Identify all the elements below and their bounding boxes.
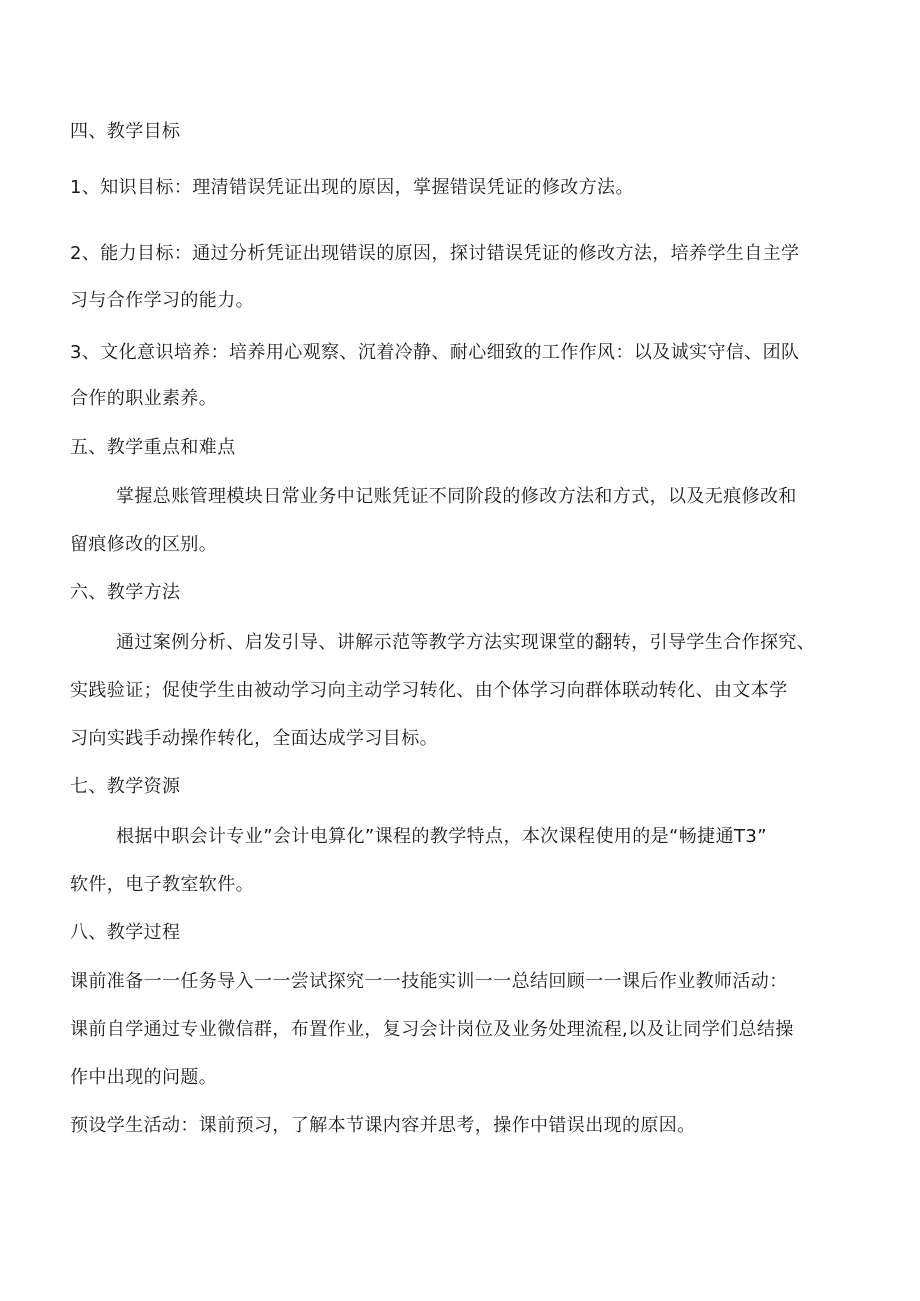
goal-culture-line-2: 合作的职业素养。 [70, 388, 218, 409]
key-points-paragraph-line-1: 掌握总账管理模块日常业务中记账凭证不同阶段的修改方法和方式，以及无痕修改和 [116, 486, 797, 507]
methods-paragraph-line-1: 通过案例分析、启发引导、讲解示范等教学方法实现课堂的翻转，引导学生合作探究、 [116, 632, 816, 653]
section-heading-teaching-resources: 七、教学资源 [70, 776, 181, 797]
goal-culture-line-1: 3、文化意识培养：培养用心观察、沉着冷静、耐心细致的工作作风：以及诚实守信、团队 [70, 342, 800, 363]
goal-ability-line-2: 习与合作学习的能力。 [70, 290, 254, 311]
goal-knowledge: 1、知识目标：理清错误凭证出现的原因，掌握错误凭证的修改方法。 [70, 177, 634, 198]
resources-paragraph-line-2: 软件，电子教室软件。 [70, 874, 254, 895]
resources-paragraph-line-1: 根据中职会计专业”会计电算化”课程的教学特点，本次课程使用的是“畅捷通T3” [116, 826, 767, 847]
process-paragraph-line-1: 课前准备一一任务导入一一尝试探究一一技能实训一一总结回顾一一课后作业教师活动： [70, 971, 788, 992]
goal-ability-line-1: 2、能力目标：通过分析凭证出现错误的原因，探讨错误凭证的修改方法，培养学生自主学 [70, 243, 800, 264]
methods-paragraph-line-2: 实践验证；促使学生由被动学习向主动学习转化、由个体学习向群体联动转化、由文本学 [70, 680, 788, 701]
key-points-paragraph-line-2: 留痕修改的区别。 [70, 534, 218, 555]
section-heading-teaching-methods: 六、教学方法 [70, 582, 181, 603]
section-heading-key-points: 五、教学重点和难点 [70, 437, 236, 458]
methods-paragraph-line-3: 习向实践手动操作转化，全面达成学习目标。 [70, 728, 438, 749]
section-heading-teaching-goals: 四、教学目标 [70, 121, 181, 142]
section-heading-teaching-process: 八、教学过程 [70, 922, 181, 943]
process-paragraph-line-3: 作中出现的问题。 [70, 1067, 218, 1088]
process-paragraph-line-2: 课前自学通过专业微信群，布置作业，复习会计岗位及业务处理流程,以及让同学们总结操 [70, 1019, 794, 1040]
student-activity-paragraph: 预设学生活动：课前预习，了解本节课内容并思考，操作中错误出现的原因。 [70, 1115, 696, 1136]
